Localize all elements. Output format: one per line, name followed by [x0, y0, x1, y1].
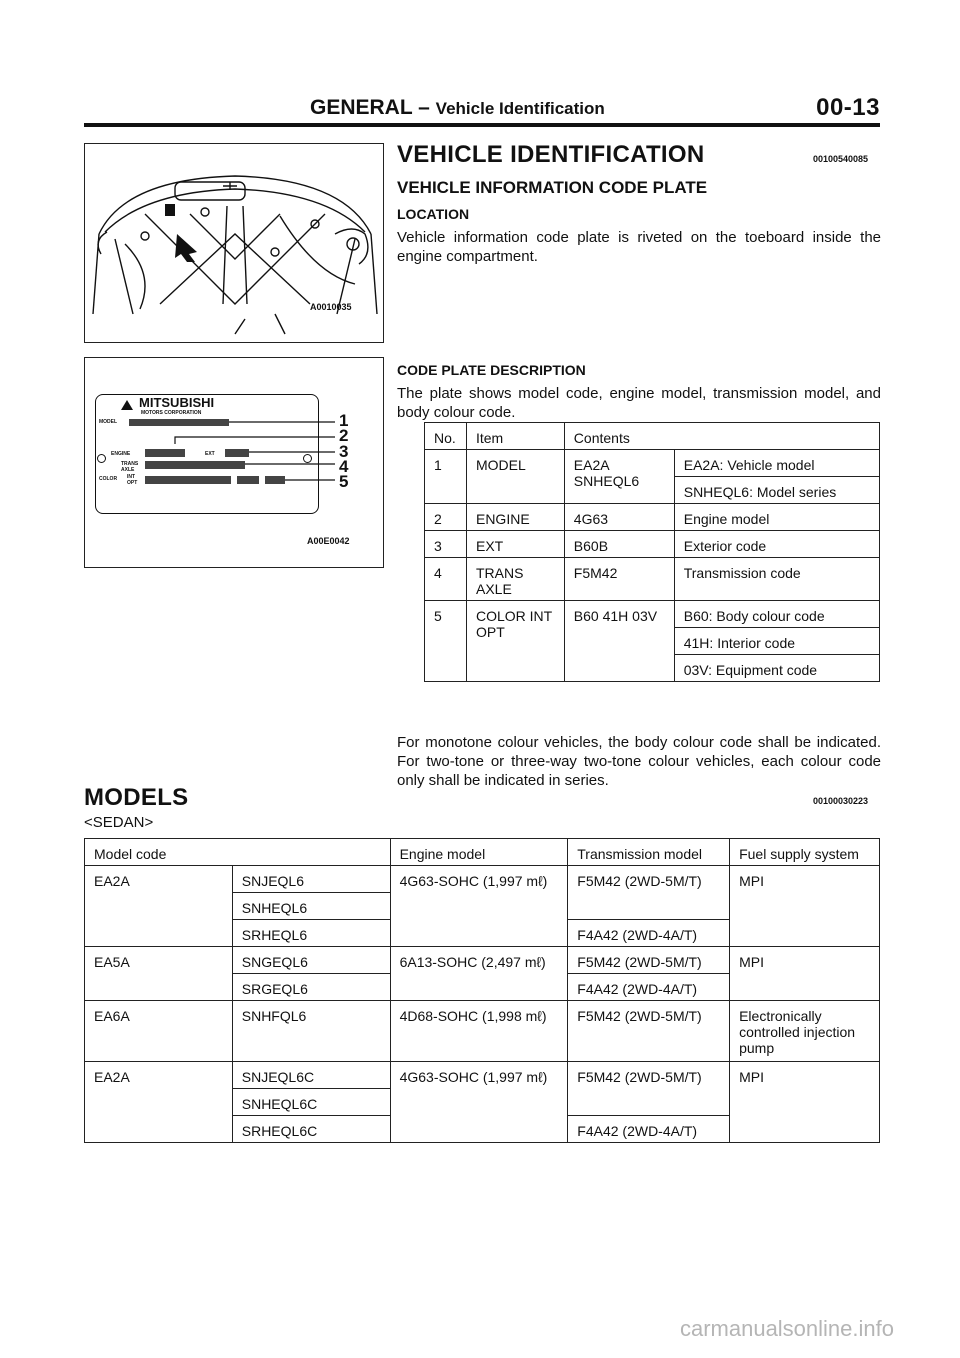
running-header: [310, 96, 605, 120]
row-item: ENGINE: [466, 504, 564, 531]
models-title: MODELS: [84, 784, 189, 811]
plate-brand-sub: MOTORS CORPORATION: [141, 410, 202, 416]
header-subsection: Vehicle Identification: [435, 99, 605, 118]
table-row: [425, 558, 880, 601]
model-series: SNJEQL6C: [232, 1062, 390, 1089]
models-subtitle: <SEDAN>: [84, 814, 154, 831]
model-series: SRHEQL6C: [232, 1116, 390, 1143]
transmission-model: F4A42 (2WD-4A/T): [568, 1116, 730, 1143]
row-item: COLOR INT OPT: [466, 601, 564, 682]
plate-model-label: MODEL: [99, 419, 118, 425]
transmission-model: F4A42 (2WD-4A/T): [568, 920, 730, 947]
plate-opt-label: OPT: [127, 480, 138, 486]
page-number: 00-13: [816, 94, 880, 121]
row-no: 1: [425, 450, 467, 504]
row-note: Engine model: [674, 504, 879, 531]
transmission-model: F5M42 (2WD-5M/T): [568, 1062, 730, 1116]
header-cell: Fuel supply system: [730, 839, 880, 866]
model-code: EA2A: [85, 866, 233, 947]
location-text: Vehicle information code plate is riveted on the toeboard inside the engine compartment.: [397, 229, 881, 265]
callout-2: 2: [339, 426, 349, 445]
colour-note: For monotone colour vehicles, the body colour code shall be indicated. For two-tone or three-way two-tone colour vehicles, each colour code only shall be indicated in series.: [397, 734, 881, 789]
fuel-supply: MPI: [730, 1062, 880, 1143]
table-row: [85, 1001, 880, 1062]
subsection-title: VEHICLE INFORMATION CODE PLATE: [397, 178, 708, 197]
transmission-model: F5M42 (2WD-5M/T): [568, 866, 730, 920]
header-dash: –: [418, 96, 430, 119]
plate-trans-label: TRANS: [121, 461, 139, 467]
row-no: 5: [425, 601, 467, 682]
table-header-row: [85, 839, 880, 866]
location-heading: LOCATION: [397, 206, 470, 222]
header-cell: Item: [466, 423, 564, 450]
section-title: VEHICLE IDENTIFICATION: [397, 141, 705, 168]
header-cell: Contents: [564, 423, 879, 450]
section-code: 00100540085: [813, 154, 869, 164]
row-value: 4G63: [564, 504, 674, 531]
plate-int-label: INT: [127, 474, 136, 480]
models-table: [84, 838, 880, 1143]
transmission-model: F5M42 (2WD-5M/T): [568, 1001, 730, 1062]
table-row: [85, 1062, 880, 1089]
plate-axle-label: AXLE: [121, 467, 135, 473]
table-header-row: [425, 423, 880, 450]
table-row: [85, 947, 880, 974]
model-code: EA5A: [85, 947, 233, 1001]
header-cell: Model code: [85, 839, 391, 866]
table-row: [85, 866, 880, 893]
row-note: Exterior code: [674, 531, 879, 558]
row-item: MODEL: [466, 450, 564, 504]
engine-bay-figure: [84, 143, 384, 343]
model-series: SNHEQL6C: [232, 1089, 390, 1116]
description-heading: CODE PLATE DESCRIPTION: [397, 362, 586, 378]
model-code: EA6A: [85, 1001, 233, 1062]
transmission-model: F4A42 (2WD-4A/T): [568, 974, 730, 1001]
table-row: [425, 601, 880, 628]
row-value: EA2A SNHEQL6: [564, 450, 674, 504]
code-plate-table: [424, 422, 880, 682]
plate-color-label: COLOR: [99, 476, 118, 482]
table-row: [425, 504, 880, 531]
header-rule: [84, 123, 880, 127]
model-series: SNHFQL6: [232, 1001, 390, 1062]
engine-bay-figure-code: A0010035: [310, 302, 352, 312]
engine-model: 4G63-SOHC (1,997 mℓ): [390, 1062, 568, 1143]
model-series: SNGEQL6: [232, 947, 390, 974]
engine-model: 6A13-SOHC (2,497 mℓ): [390, 947, 568, 1001]
transmission-model: F5M42 (2WD-5M/T): [568, 947, 730, 974]
row-no: 4: [425, 558, 467, 601]
model-code: EA2A: [85, 1062, 233, 1143]
table-row: [425, 531, 880, 558]
row-no: 3: [425, 531, 467, 558]
models-code: 00100030223: [813, 796, 869, 806]
row-note: B60: Body colour code: [674, 601, 879, 628]
row-note: EA2A: Vehicle model: [674, 450, 879, 477]
fuel-supply: MPI: [730, 947, 880, 1001]
row-item: EXT: [466, 531, 564, 558]
model-series: SRGEQL6: [232, 974, 390, 1001]
header-cell: Transmission model: [568, 839, 730, 866]
header-cell: Engine model: [390, 839, 568, 866]
code-plate-figure: [84, 357, 384, 568]
header-section: GENERAL: [310, 96, 413, 119]
row-note: Transmission code: [674, 558, 879, 601]
row-value: F5M42: [564, 558, 674, 601]
model-series: SRHEQL6: [232, 920, 390, 947]
code-plate-figure-code: A00E0042: [307, 536, 350, 546]
row-value: B60B: [564, 531, 674, 558]
row-item: TRANS AXLE: [466, 558, 564, 601]
callout-1: 1: [339, 411, 349, 430]
fuel-supply: Electronically controlled injection pump: [730, 1001, 880, 1062]
watermark: carmanualsonline.info: [679, 1316, 894, 1341]
header-cell: No.: [425, 423, 467, 450]
engine-model: 4D68-SOHC (1,998 mℓ): [390, 1001, 568, 1062]
row-note: 41H: Interior code: [674, 628, 879, 655]
plate-engine-label: ENGINE: [111, 451, 131, 457]
callout-5: 5: [339, 472, 349, 491]
row-note: 03V: Equipment code: [674, 655, 879, 682]
plate-ext-label: EXT: [205, 451, 215, 457]
table-row: [425, 450, 880, 477]
callout-4: 4: [339, 457, 349, 476]
model-series: SNHEQL6: [232, 893, 390, 920]
engine-bay-illustration: [85, 144, 383, 342]
model-series: SNJEQL6: [232, 866, 390, 893]
callout-3: 3: [339, 442, 349, 461]
row-no: 2: [425, 504, 467, 531]
row-value: B60 41H 03V: [564, 601, 674, 682]
engine-model: 4G63-SOHC (1,997 mℓ): [390, 866, 568, 947]
description-text: The plate shows model code, engine model, transmission model, and body colour code.: [397, 385, 881, 421]
fuel-supply: MPI: [730, 866, 880, 947]
plate-brand: MITSUBISHI: [139, 395, 215, 410]
row-note: SNHEQL6: Model series: [674, 477, 879, 504]
